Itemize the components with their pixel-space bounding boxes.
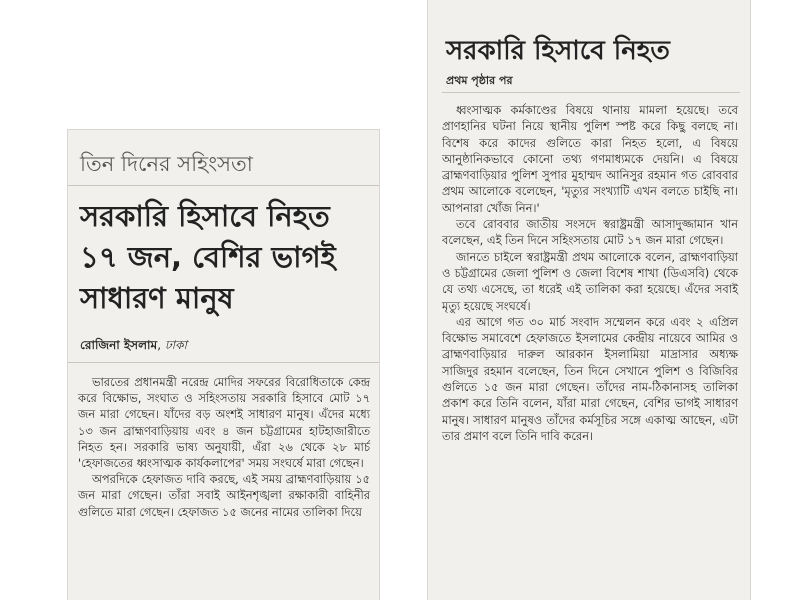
newspaper-clipping-continuation	[428, 0, 750, 600]
kicker-heading: তিন দিনের সহিংসতা	[80, 152, 253, 176]
headline-line: ১৭ জন, বেশির ভাগই	[80, 240, 336, 275]
article-paragraph: ভারতের প্রধানমন্ত্রী নরেন্দ্র মোদির সফরের বিরোধিতাকে কেন্দ্র করে বিক্ষোভ, সংঘাত ও সহিংসতায় সরকারি হিসাবে মোট ১৭ জন মারা গেছেন। যাঁদের বড় অংশই সাধারণ মানুষ। এঁদের মধ্যে ১৩ জন ব্রাহ্মণবাড়িয়ায় এবং ৪ জন চট্টগ্রামের হাটহাজারীতে নিহত হন। সরকারি ভাষ্য অনুযায়ী, এঁরা ২৬ থেকে ২৮ মার্চ 'হেফাজতের ধ্বংসাত্মক কার্যকলাপের' সময় সংঘর্ষে মারা গেছেন।	[78, 375, 370, 471]
headline	[80, 196, 372, 320]
byline-author: রোজিনা ইসলাম	[80, 338, 158, 352]
continued-from-label: প্রথম পৃষ্ঠার পর	[446, 74, 513, 87]
kicker-divider	[68, 185, 379, 186]
continuation-title: সরকারি হিসাবে নিহত	[446, 36, 670, 66]
article-paragraph: এর আগে গত ৩০ মার্চ সংবাদ সম্মেলন করে এবং ২ এপ্রিল বিক্ষোভ সমাবেশে হেফাজতে ইসলামের কেন্দ্রীয় নায়েবে আমির ও ব্রাহ্মণবাড়িয়ার দারুল আরকান ইসলামিয়া মাদ্রাসার অধ্যক্ষ সাজিদুর রহমান বলেছেন, তিন দিনে সেখানে পুলিশ ও বিজিবির গুলিতে ১৫ জন মারা গেছেন। তাঁদের নাম-ঠিকানাসহ তালিকা প্রকাশ করে তিনি বলেন, যাঁরা মারা গেছেন, বেশির ভাগই সাধারণ মানুষ। সাধারণ মানুষও তাঁদের কর্মসূচির সঙ্গে একাত্ম আছেন, এটা তার প্রমাণ বলে তিনি দাবি করেন।	[442, 314, 738, 443]
headline-line: সাধারণ মানুষ	[80, 281, 234, 316]
article-paragraph: অপরদিকে হেফাজত দাবি করছে, এই সময় ব্রাহ্মণবাড়িয়ায় ১৫ জন মারা গেছেন। তাঁরা সবাই আইনশৃঙ্খলা রক্ষাকারী বাহিনীর গুলিতে মারা গেছেন। হেফাজত ১৫ জনের নামের তালিকা দিয়ে	[78, 472, 370, 519]
article-body-front	[78, 374, 370, 520]
article-paragraph: ধ্বংসাত্মক কর্মকাণ্ডের বিষয়ে থানায় মামলা হয়েছে। তবে প্রাণহানির ঘটনা নিয়ে স্থানীয় পুলিশ স্পষ্ট করে কিছু বলছে না। বিশেষ করে কাদের গুলিতে কারা নিহত হলো, এ বিষয়ে আনুষ্ঠানিকভাবে কোনো তথ্য গণমাধ্যমকে দেয়নি। এ বিষয়ে ব্রাহ্মণবাড়িয়ার পুলিশ সুপার মুহাম্মদ আনিসুর রহমান গত রোববার প্রথম আলোকে বলেছেন, 'মৃত্যুর সংখ্যাটি এখন বলতে চাইছি না। আপনারা খোঁজ নিন।'	[442, 103, 738, 215]
headline-line: সরকারি হিসাবে নিহত	[80, 199, 330, 233]
article-paragraph: জানতে চাইলে স্বরাষ্ট্রমন্ত্রী প্রথম আলোকে বলেন, ব্রাহ্মণবাড়িয়া ও চট্টগ্রামের জেলা পুলিশ ও জেলা বিশেষ শাখা (ডিএসবি) থেকে যে তথ্য এসেছে, তা ধরেই এই তালিকা করা হয়েছে। এঁদের সবাই মৃত্যু হয়েছে সংঘর্ষে।	[442, 249, 738, 313]
byline-divider	[68, 362, 379, 363]
newspaper-clipping-front	[68, 130, 379, 600]
continuation-divider	[442, 92, 740, 93]
byline: রোজিনা ইসলাম, ঢাকা	[80, 338, 187, 352]
article-paragraph: তবে রোববার জাতীয় সংসদে স্বরাষ্ট্রমন্ত্রী আসাদুজ্জামান খান বলেছেন, এই তিন দিনে সহিংসতায় মোট ১৭ জন মারা গেছেন।	[442, 217, 738, 248]
article-body-continuation	[442, 102, 738, 444]
byline-location: ঢাকা	[164, 338, 187, 352]
